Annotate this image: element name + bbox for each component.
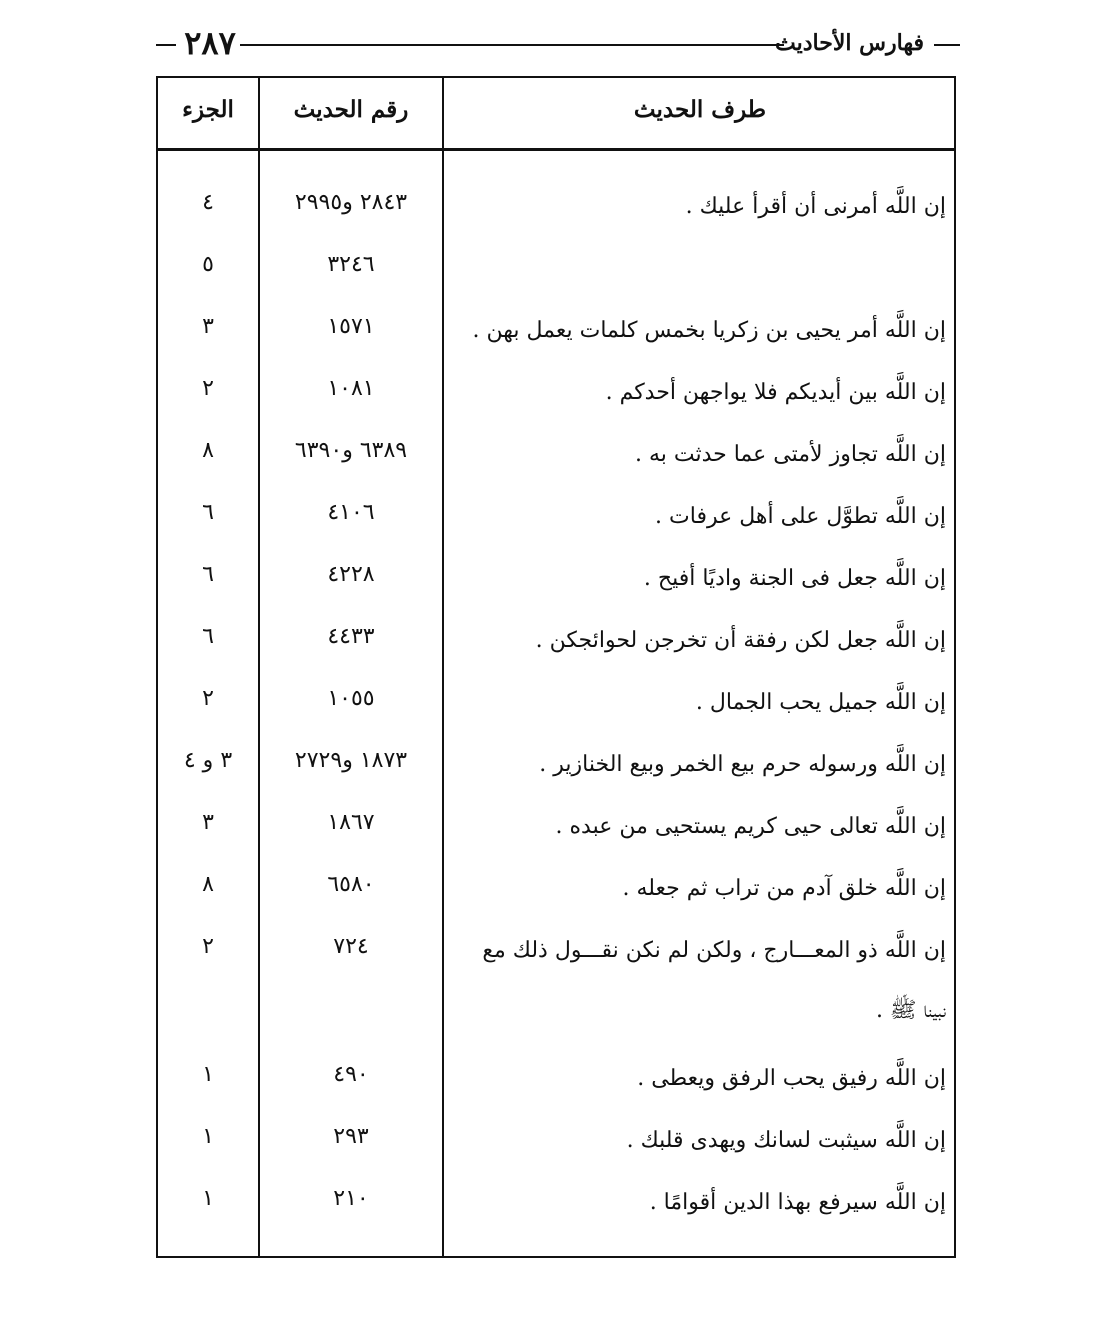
column-header-number: رقم الحديث — [293, 96, 409, 123]
hadith-text-cell: إن اللَّه خلق آدم من تراب ثم جعله . — [622, 876, 946, 901]
hadith-number-cell: ٤٩٠ — [333, 1062, 369, 1087]
table-row — [158, 1106, 954, 1168]
page-header — [156, 18, 960, 74]
hadith-text-cell: إن اللَّه ورسوله حرم بيع الخمر وبيع الخنازير . — [539, 752, 946, 777]
column-header-part: الجزء — [182, 96, 234, 123]
part-cell: ٦ — [202, 562, 214, 587]
hadith-number-cell: ٣٢٤٦ — [327, 252, 375, 277]
part-cell: ٢ — [202, 686, 214, 711]
table-row-continuation — [158, 978, 954, 1040]
part-cell: ٢ — [202, 934, 214, 959]
header-rule-middle — [240, 44, 784, 46]
hadith-number-cell: ٤٢٢٨ — [327, 562, 375, 587]
hadith-number-cell: ٦٥٨٠ — [327, 872, 375, 897]
hadith-number-cell: ١٨٧٣ و٢٧٢٩ — [294, 748, 408, 773]
part-cell: ٣ و ٤ — [183, 748, 233, 773]
table-row — [158, 420, 954, 482]
hadith-number-cell: ١٠٨١ — [327, 376, 375, 401]
table-row — [158, 916, 954, 978]
hadith-text-cell: إن اللَّه سيرفع بهذا الدين أقوامًا . — [649, 1190, 946, 1215]
hadith-text-cell: إن اللَّه رفيق يحب الرفق ويعطى . — [637, 1066, 946, 1091]
table-row — [158, 544, 954, 606]
column-header-hadith: طرف الحديث — [633, 96, 767, 123]
table-row — [158, 358, 954, 420]
hadith-number-cell: ٢٨٤٣ و٢٩٩٥ — [294, 190, 408, 215]
table-row — [158, 234, 954, 296]
hadith-number-cell: ١٥٧١ — [327, 314, 375, 339]
hadith-text-cell: إن اللَّه جعل فى الجنة واديًا أفيح . — [643, 566, 946, 591]
part-cell: ١ — [202, 1062, 214, 1087]
part-cell: ٨ — [202, 872, 214, 897]
hadith-number-cell: ١٠٥٥ — [327, 686, 375, 711]
table-row — [158, 668, 954, 730]
header-rule-right — [934, 44, 960, 46]
header-divider — [158, 148, 954, 151]
part-cell: ٣ — [202, 810, 214, 835]
part-cell: ٨ — [202, 438, 214, 463]
hadith-text-cell: إن اللَّه أمرنى أن أقرأ عليك . — [685, 194, 946, 219]
table-row — [158, 1044, 954, 1106]
hadith-text-continuation: نبينا ﷺ . — [875, 998, 946, 1023]
hadith-number-cell: ٢١٠ — [333, 1186, 369, 1211]
hadith-index-table — [156, 76, 956, 1258]
part-cell: ٥ — [202, 252, 214, 277]
hadith-number-cell: ١٨٦٧ — [327, 810, 375, 835]
table-row — [158, 854, 954, 916]
hadith-text-cell: إن اللَّه جميل يحب الجمال . — [695, 690, 946, 715]
hadith-text-cell: إن اللَّه تجاوز لأمتى عما حدثت به . — [634, 442, 946, 467]
part-cell: ٤ — [202, 190, 214, 215]
table-row — [158, 172, 954, 234]
table-row — [158, 296, 954, 358]
hadith-number-cell: ٦٣٨٩ و٦٣٩٠ — [294, 438, 408, 463]
part-cell: ٦ — [202, 624, 214, 649]
hadith-text-cell: إن اللَّه أمر يحيى بن زكريا بخمس كلمات يعمل بهن . — [472, 318, 946, 343]
table-row — [158, 730, 954, 792]
hadith-number-cell: ٧٢٤ — [333, 934, 369, 959]
table-row — [158, 1168, 954, 1230]
part-cell: ١ — [202, 1186, 214, 1211]
hadith-number-cell: ٤١٠٦ — [327, 500, 375, 525]
part-cell: ٣ — [202, 314, 214, 339]
hadith-text-cell: إن اللَّه تطوَّل على أهل عرفات . — [655, 504, 946, 529]
table-row — [158, 606, 954, 668]
running-title: فهارس الأحاديث — [775, 30, 924, 56]
hadith-text-cell: إن اللَّه ذو المعـــارج ، ولكن لم نكن نقـــول ذلك مع — [482, 938, 946, 963]
part-cell: ٦ — [202, 500, 214, 525]
part-cell: ١ — [202, 1124, 214, 1149]
hadith-number-cell: ٢٩٣ — [333, 1124, 369, 1149]
page-number: ٢٨٧ — [184, 24, 236, 62]
hadith-number-cell: ٤٤٣٣ — [327, 624, 375, 649]
hadith-text-cell: إن اللَّه سيثبت لسانك ويهدى قلبك . — [626, 1128, 946, 1153]
table-row — [158, 792, 954, 854]
hadith-text-cell: إن اللَّه تعالى حيى كريم يستحيى من عبده . — [555, 814, 946, 839]
hadith-text-cell: إن اللَّه بين أيديكم فلا يواجهن أحدكم . — [605, 380, 946, 405]
part-cell: ٢ — [202, 376, 214, 401]
header-rule-left — [156, 44, 176, 46]
table-row — [158, 482, 954, 544]
hadith-text-cell: إن اللَّه جعل لكن رفقة أن تخرجن لحوائجكن . — [535, 628, 946, 653]
